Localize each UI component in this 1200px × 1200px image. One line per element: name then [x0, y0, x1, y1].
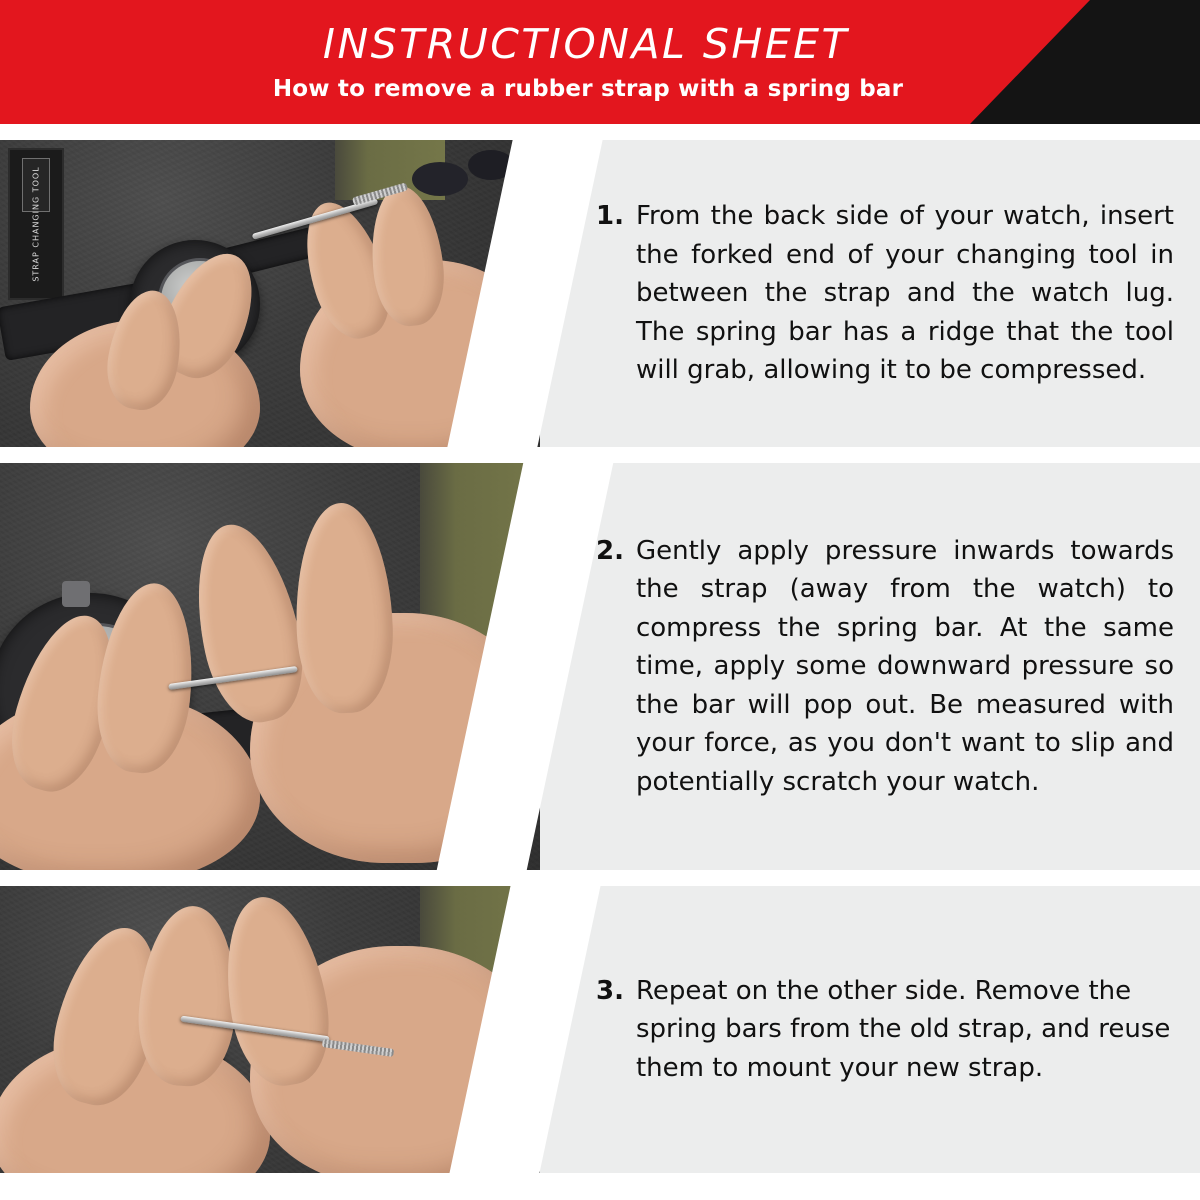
- page-header: [0, 0, 1200, 124]
- step-3-body: [540, 886, 1200, 1173]
- step-2-number: 2.: [596, 535, 624, 566]
- step-1-text: From the back side of your watch, insert the forked end of your changing tool in between the strap and the watch lug. The spring bar has a ridge that the tool will grab, allowing it to be compressed.: [635, 201, 1174, 386]
- strap-changing-tool-card: [8, 148, 64, 300]
- step-1-body: [540, 140, 1200, 447]
- step-row-2: [0, 463, 1200, 870]
- step-3-text: Repeat on the other side. Remove the spring bars from the old strap, and reuse them to mount your new strap.: [635, 975, 1171, 1083]
- step-3-number: 3.: [596, 975, 624, 1006]
- step-1-number: 1.: [596, 201, 624, 232]
- tool-card-label: STRAP CHANGING TOOL: [31, 166, 41, 282]
- page-subtitle: How to remove a rubber strap with a spring bar: [272, 75, 904, 102]
- step-row-1: [0, 140, 1200, 447]
- page-title: INSTRUCTIONAL SHEET: [322, 19, 850, 68]
- step-2-body: [540, 463, 1200, 870]
- step-2-text: Gently apply pressure inwards towards the strap (away from the watch) to compress the spring bar. At the same time, apply some downward pressure so the bar will pop out. Be measured with your force, as you don't want to slip and potentially scratch your watch.: [635, 535, 1174, 797]
- step-row-3: [0, 886, 1200, 1173]
